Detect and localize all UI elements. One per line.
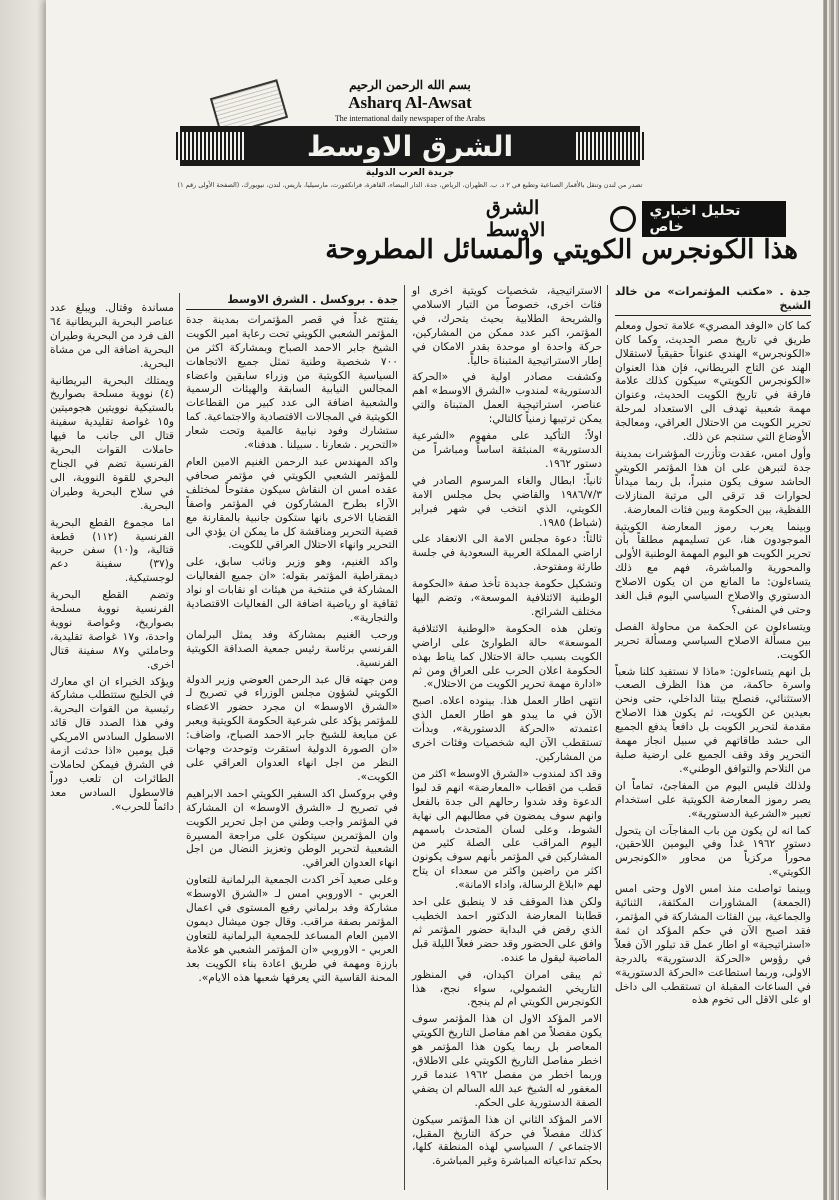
- article-header: [228, 197, 818, 273]
- section-banner: [486, 197, 786, 241]
- paragraph: كما انه لن يكون من باب المفاجآت ان يتحول دستور ١٩٦٢ غداً وفي اليومين اللاحقين، محوراً مركزياً من محاور «الكونجرس الكويتي».: [615, 824, 811, 879]
- column-divider: [179, 293, 180, 813]
- dateline: جدة . بروكسل . الشرق الاوسط: [186, 293, 398, 310]
- paragraph: واكد الغنيم، وهو وزير ونائب سابق، على ديمقراطية المؤتمر بقوله: «ان جميع الفعاليات المشاركة في منتخبة من هيئات او نقابات او نواد ثقافية او رياضية اضافة الى الفعاليات الاقتصادية والتجارية».: [186, 556, 398, 624]
- paragraph: وأول امس، عقدت وتأزرت المؤشرات بمدينة جدة لتبرهن على ان هذا المؤتمر الكويتي الحاشد سوف يكون منبراً، بل ربما ميداناً لحوارات قد ترقى الى مرتبة المنازلات اللفظية، بين الحكومة وبين فئات المعارضة.: [615, 447, 811, 516]
- basmala: بسم الله الرحمن الرحيم: [349, 78, 471, 92]
- article-column-2: [412, 285, 602, 1190]
- article-column-3: [186, 293, 398, 1183]
- article-column-4: [50, 302, 174, 813]
- paragraph: وقد اكد لمندوب «الشرق الاوسط» اكثر من قطب من اقطاب «المعارضة» انهم قد لبوا الدعوة وقد شدوا رحالهم الى جدة بالفعل وانهم سوف يمضون في مطالبهم الى نهاية الشوط، وعلى لسان المتحدث باسمهم اليوم المراقب على الصلة كثير من المشاركين في المؤتمر بأنهم سوف يكونون اكثر من راضين واكثر من سعداء ان يتاح لهم «ابلاغ الرسالة، واداء الامانة».: [412, 767, 602, 892]
- paragraph: ثانياً: ابطال والغاء المرسوم الصادر في ١٩٨٦/٧/٣ والقاضي بحل مجلس الامة الكويتي، الذي انتخب في شهر فبراير (شباط) ١٩٨٥.: [412, 474, 602, 529]
- paragraph: وكشفت مصادر اولية في «الحركة الدستورية» لمندوب «الشرق الاوسط» اهم عناصر، استراتيجية العمل المتبناة والتي يمكن ترتيبها زمنياً كالتالي:: [412, 371, 602, 426]
- dateline: جدة . «مكتب المؤتمرات» من خالد الشيخ: [615, 285, 811, 316]
- paragraph: يفتتح غداً في قصر المؤتمرات بمدينة جدة المؤتمر الشعبي الكويتي تحت رعاية امير الكويت الشيخ جابر الاحمد الصباح وبمشاركة اكثر من ٧٠٠ شخصية وطنية تمثل جميع الاتجاهات السياسية الكويتية من وزراء سابقين واعضاء المجالس النيابية السابقة والهيئات الرسمية والشعبية اضافة الى عدد كبير من القطاعات الكويتية في المجالات الاقتصادية والاجتماعية. كما ستشارك وفود نيابية عالمية وتحت شعار «التحرير . شعارنا . سبيلنا . هدفنا».: [186, 313, 398, 452]
- banner-label: تحليل اخباري خاص: [642, 201, 786, 237]
- column-divider: [607, 285, 608, 1190]
- paragraph: ثالثاً: دعوة مجلس الامة الى الانعقاد على اراضي المملكة العربية السعودية في جلسة طارئة ومفتوحة.: [412, 533, 602, 574]
- article-column-1: [615, 285, 811, 1190]
- masthead: [150, 78, 670, 196]
- paragraph: مساندة وقتال. ويبلغ عدد عناصر البحرية البريطانية ٦٤ الف فرد من البحرية وطيران البحرية اضافة الى من مشاة البحرية.: [50, 302, 174, 370]
- masthead-tagline: The international daily newspaper of the Arabs: [334, 114, 486, 123]
- paragraph: كما كان «الوفد المصري» علامة تحول ومعلم طريق في تاريخ مصر الحديث، وكما كان «الكونجرس» الهندي عنواناً حقيقياً لاستقلال الهند عن التاج البريطاني، فإن هذا العنوان «الكونجرس الكويتي» سيكون كذلك علامة فارقة في تاريخ الكويت الحديث، وعنوان مهمة شعبية تهدف الى الاستعداد لمرحلة تحرير الكويت من الاحتلال العراقي، ومعالجة الأوضاع التي ستنجم عن ذلك.: [615, 319, 811, 444]
- paragraph: وبينما يعرب رموز المعارضة الكويتية الموجودون هنا، عن تسليمهم مطلقاً بأن تحرير الكويت هو اليوم المهمة الوطنية الأولى والمحورية والمباشرة، فهم مع ذلك يتساءلون: ما المانع من ان يكون الاصلاح الدستوري والاصلاح السياسي اليوم قبل الغد وحتى في المنفى؟: [615, 520, 811, 616]
- paragraph: اما مجموع القطع البحرية الفرنسية (١١٢) قطعة قتالية، و(١٠) سفن حربية و(٣٧) سفينة دعم لوجستيكية.: [50, 516, 174, 585]
- paragraph: اولاً: التأكيد على مفهوم «الشرعية الدستورية» المنبثقة اساساً ومباشراً من دستور ١٩٦٢.: [412, 430, 602, 470]
- paragraph: ثم يبقى امران اكيدان، في المنظور التاريخي الشمولي، سواء نجح، هذا الكونجرس الكويتي ام لم ينجح.: [412, 968, 602, 1009]
- paragraph: ولكن هذا الموقف قد لا ينطبق على احد قطابنا المعارضة الدكتور احمد الخطيب الذي رفض في البداية حضور المؤتمر ثم وافق على الحضور وقد حضر فعلاً الليلة قبل الماضية ليقول ما عنده.: [412, 896, 602, 964]
- paragraph: بل انهم يتساءلون: «ماذا لا نستفيد كلنا شعباً واسرة حاكمة، من هذا الظرف الصعب الاستثنائي، فنصلح بيتنا الداخلي، حتى ونحن بعيدين عن الكويت، ثم يكون هذا الاصلاح مقدمة لتحرير الكويت بل دافعاً يدفع الجميع الى حشد طاقاتهم في سبيل انجاز مهمة التحرير وقد وقف الجميع على ارضية صلبة من التلاحم والتوافق الوطني».: [615, 665, 811, 775]
- newspaper-logo-icon: [610, 206, 636, 232]
- banner-logo-text: الشرق الاوسط: [486, 197, 546, 241]
- paragraph: ورحب الغنيم بمشاركة وفد يمثل البرلمان الفرنسي برئاسة رئيس جمعية الصداقة الكويتية الفرنسية.: [186, 628, 398, 669]
- column-divider: [404, 285, 405, 1190]
- paragraph: انتهى اطار العمل هذا. بينوده اعلاه. اصبح الآن في ما يبدو هو اطار العمل الذي اعتمدته «الحركة الدستورية»، وبدأت تستقطب الآن اليه شخصيات وفئات اخرى من المشاركين.: [412, 695, 602, 763]
- paragraph: وتشكيل حكومة جديدة تأخذ صفة «الحكومة الوطنية الائتلافية الموسعة»، وتضم اليها مختلف الشرائح.: [412, 578, 602, 618]
- paragraph: وفي بروكسل اكد السفير الكويتي احمد الابراهيم في تصريح لـ «الشرق الاوسط» ان المشاركة في المؤتمر واجب وطني من اجل تحرير الكويت وان المؤتمرين سيتكون على مراجعة المسيرة الشعبية لتحرير الوطن وتعزيز النضال من اجل انهاء العدوان العراقي.: [186, 787, 398, 870]
- paragraph: ويتساءلون عن الحكمة من محاولة الفصل بين مسألة الاصلاح السياسي ومسألة تحرير الكويت.: [615, 620, 811, 661]
- masthead-distribution-strip: تصدر من لندن وتنقل بالأقمار الصناعية وتطبع في ٢ د. ب. الظهران، الرياض، جدة، الدار البيضاء، القاهرة، فرانكفورت، مارسيليا، باريس، لندن، نيويورك، (الصفحة الأولى رقم ١): [177, 181, 643, 189]
- paragraph: ويؤكد الخبراء ان اي معارك في الخليج ستتطلب مشاركة رئيسية من القوات البحرية. وفي هذا الصدد قال قائد الاسطول السادس الامريكي قبل يومين «اذا حدثت ازمة في الشرق فيمكن لحاملات الطائرات ان تلعب دوراً فالاسطول السادس معد دائماً للحرب».: [50, 675, 174, 813]
- paragraph: واكد المهندس عبد الرحمن الغنيم الامين العام للمؤتمر الشعبي الكويتي في مؤتمر صحافي عقده امس ان النقاش سيكون مفتوحاً لمختلف الآراء بطرح المشاركون في المؤتمر واصفاً القضايا الاخرى بانها ستكون جانبية بالمقارنة مع قضية التحرير ومناقشة كل ما يمكن ان يؤدي الى التحرير وانهاء الاحتلال العراقي للكويت.: [186, 455, 398, 552]
- paragraph: الامر المؤكد الثاني ان هذا المؤتمر سيكون كذلك مفصلاً في حركة التاريخ المقبل، الاجتماعي / السياسي لهذه المنطقة كلها، بحكم تداعياته المباشرة وغير المباشرة.: [412, 1113, 602, 1168]
- paragraph: ويمتلك البحرية البريطانية (٤) نووية مسلحة بصواريخ بالستيكية نوويتين هجوميتين و١٥ غواصة تقليدية سفينة قتال الى جانب ما فيها حاملات القوات البحرية الفرنسية تضم في الجناح البحري للقوة النووية، الى في سلاح البحرية وطيران البحرية.: [50, 374, 174, 512]
- paragraph: وعلى صعيد آخر اكدت الجمعية البرلمانية للتعاون العربي - الاوروبي امس لـ «الشرق الاوسط» مشاركة وفد برلماني رفيع المستوى في اعمال المؤتمر بصفة مراقب. وقال جون ميشال ديمون الامين العام المساعد للجمعية البرلمانية للتعاون العربي - الاوروبي «ان المؤتمر الشعبي هو علامة بارزة ومهمة في طريق اعادة بناء الكويت بعد المحنة القاسية التي يعرفها شعبها هذه الايام».: [186, 874, 398, 984]
- paragraph: وتضم القطع البحرية الفرنسية نووية مسلحة بصواريخ، وغواصة نووية واحدة، و١٧ غواصة تقليدية، وحاملتي و٨٧ سفينة قتال اخرى.: [50, 589, 174, 671]
- paragraph: ولذلك فليس اليوم من المفاجئ، تماماً ان يصر رموز المعارضة الكويتية على استخدام تعبير «الشرعية الدستورية».: [615, 779, 811, 820]
- paragraph: ومن جهته قال عبد الرحمن العوضي وزير الدولة الكويتي لشؤون مجلس الوزراء في تصريح لـ «الشرق الاوسط» ان مجرد حضور الاعضاء للمؤتمر يؤكد على شرعية الحكومة الكويتية ويعبر عن مبايعة للشيخ جابر الاحمد الصباح، واضاف: «ان الصورة الدولية استقرت وتوحدت وجهات النظر من اجل انهاء العدوان العراقي على الكويت».: [186, 673, 398, 783]
- paragraph: الاستراتيجية، شخصيات كويتية اخرى او فئات اخرى، خصوصاً من التيار الاسلامي والشريحة الطلابية بحيث يتحرك، في المؤتمر، اكبر عدد ممكن من المشاركين، حركة واحدة او موحدة بقدر الامكان في إطار الاستراتيجية المتبناة حالياً.: [412, 285, 602, 367]
- paragraph: وتعلن هذه الحكومة «الوطنية الائتلافية الموسعة» حالة الطوارئ على اراضي الكويت بسبب حالة الاحتلال كما يناط بهذه الحكومة اعلان الحرب على العراق ومن ثم «ادارة مهمة تحرير الكويت من الاحتلال».: [412, 622, 602, 691]
- paragraph: وبينما تواصلت منذ امس الاول وحتى امس (الجمعة) المشاورات المكثفة، الثنائية والجماعية، بين الفئات المشاركة في المؤتمر، فقد اصبح الآن في حكم المؤكد ان ثمة «استراتيجية» او اطار عمل قد تبلور الآن فعلاً في رؤوس «الحركة الدستورية» بالدرجة الاولى، وربما استطاعت «الحركة الدستورية» في الساعات المقبلة ان تستقطب الى داخل او على الاقل الى تخوم هذه: [615, 883, 811, 1007]
- headline: هذا الكونجرس الكويتي والمسائل المطروحة: [325, 235, 798, 265]
- paragraph: الامر المؤكد الاول ان هذا المؤتمر سوف يكون مفصلاً من اهم مفاصل التاريخ الكويتي المعاصر بل ربما يكون هذا المؤتمر هو اخطر مفاصل التاريخ الكويتي على الاطلاق، وربما اخطر من مفصل ١٩٦٢ عندما قرر المغفور له الشيخ عبد الله السالم ان يضفي الصفة الدستورية على الحكم.: [412, 1013, 602, 1109]
- masthead-latin-name: Asharq Al-Awsat: [348, 93, 472, 112]
- masthead-arabic-name: الشرق الاوسط: [306, 129, 514, 163]
- masthead-arabic-subtitle: جريدة العرب الدولية: [365, 168, 455, 178]
- bleed-through-text: [6, 40, 42, 1140]
- masthead-band: [180, 126, 640, 166]
